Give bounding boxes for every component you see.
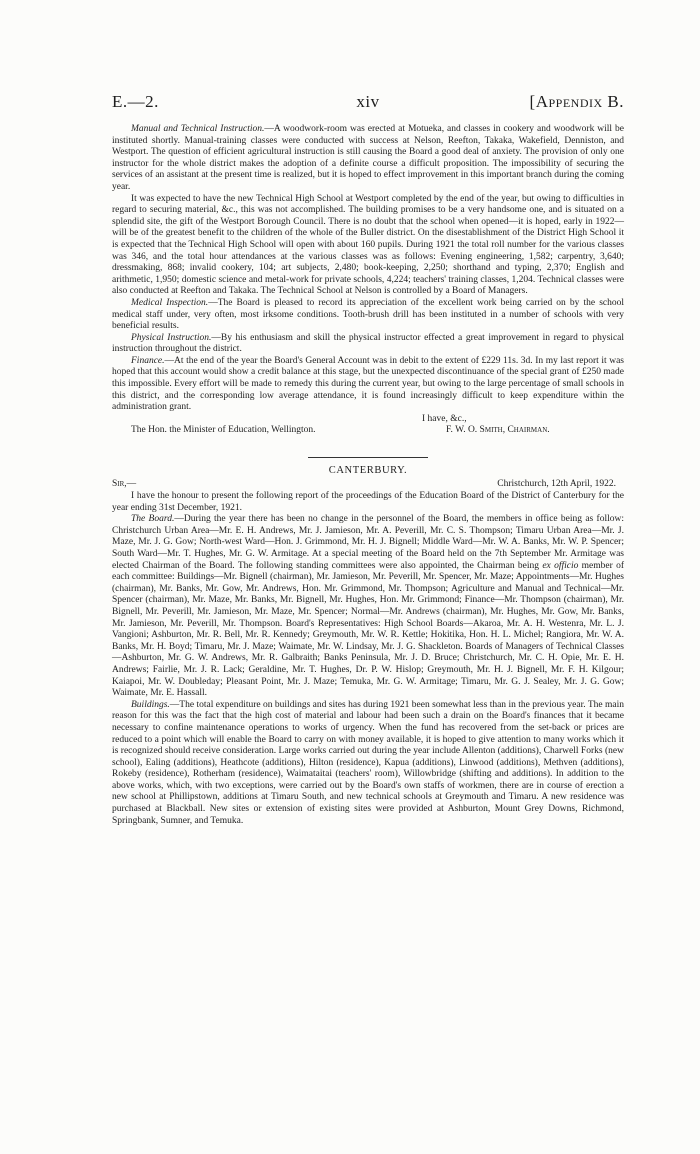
manual-instruction-paragraph: [112, 124, 624, 194]
board-heading: The Board.: [131, 514, 175, 525]
medical-inspection-text: —The Board is pleased to record its appreciation of the excellent work being carried on by the school medical staff under, very often, most irksome conditions. Tooth-brush drill has been instituted in a number of schools with very beneficial results.: [112, 297, 625, 332]
section-title: CANTERBURY.: [328, 465, 408, 477]
appendix-label: [Appendix B.: [529, 92, 624, 111]
physical-instruction-paragraph: [112, 333, 624, 356]
buildings-text: —The total expenditure on buildings and sites has during 1921 been somewhat less than in the previous year. The main reason for this was the fact that the high cost of material and labour had been such a drain on the Board's finances that it became necessary to confine maintenance operations to works of urgency. When the fund has recovered from the set-back or prices are reduced to a point which will enable the Board to carry on with money available, it is hoped to give attention to many works which it is recognized should receive consideration. Large works carried out during the year include Allenton (additions), Charwell Forks (new school), Ealing (additions), Heathcote (additions), Hilton (residence), Kapua (additions), Linwood (additions), Methven (additions), Rokeby (residence), Rotherham (residence), Waimataitai (teachers' room), Willowbridge (shifting and additions). In addition to the above works, which, with two exceptions, were carried out by the Board's own staffs of workmen, there are in course of erection a new school at Phillipstown, additions at Timaru South, and new technical schools at Greymouth and Timaru. A new residence was purchased at Blackball. New sites or extension of existing sites were provided at Ashburton, Mount Grey Downs, Richmond, Springbank, Sumner, and Temuka.: [112, 699, 624, 826]
signature-line: [112, 425, 624, 437]
signature: F. W. O. Smith, Chairman.: [446, 425, 550, 436]
finance-paragraph: [112, 356, 624, 414]
board-text-part-2: member of each committee: Buildings—Mr. Bignell (chairman), Mr. Jamieson, Mr. Peverill, Mr. Spencer, Mr. Maze; Appointments—Mr. Hughes (chairman), Mr. Banks, Mr. Gow, Mr. Andrews, Hon. Mr. Grimmond, Mr. Thompson; Agriculture and Manual and Technical—Mr. Spencer (chairman), Mr. Maze, Mr. Banks, Mr. Bignell, Mr. Hughes, Hon. Mr. Grimmond; Finance—Mr. Thompson (chairman), Mr. Bignell, Mr. Peverill, Mr. Jamieson, Mr. Maze, Mr. Spencer; Normal—Mr. Andrews (chairman), Mr. Hughes, Mr. Gow, Mr. Banks, Mr. Jamieson, Mr. Peverill, Mr. Thompson. Board's Representatives: High School Boards—Akaroa, Mr. A. H. Westenra, Mr. L. J. Vangioni; Ashburton, Mr. R. Bell, Mr. R. Kennedy; Greymouth, Mr. W. R. Kettle; Hokitika, Hon. H. L. Michel; Rangiora, Mr. W. A. Banks, Mr. H. Boyd; Timaru, Mr. J. Maze; Waimate, Mr. W. Lindsay, Mr. J. G. Shackleton. Boards of Managers of Technical Classes—Ashburton, Mr. G. W. Andrews, Mr. R. Galbraith; Banks Peninsula, Mr. J. D. Bruce; Christchurch, Mr. C. H. Opie, Mr. E. H. Andrews; Fairlie, Mr. J. R. Lack; Geraldine, Mr. T. Hughes, Dr. P. W. Hislop; Greymouth, Mr. H. J. Bignell, Mr. F. H. Kilgour; Kaiapoi, Mr. W. Doubleday; Pleasant Point, Mr. J. Maze; Temuka, Mr. G. W. Armitage; Timaru, Mr. G. J. Sealey, Mr. J. G. Gow; Waimate, Mr. E. Hassall.: [112, 560, 624, 699]
salutation: Sir,—: [112, 479, 137, 490]
finance-heading: Finance.: [131, 355, 165, 366]
technical-school-paragraph: It was expected to have the new Technical High School at Westport completed by the end of the year, but owing to difficulties in regard to securing material, &c., this was not accomplished. The building promises to be a very handsome one, and is situated on a splendid site, the gift of the Westport Borough Council. There is no doubt that the school when opened—it is hoped, early in 1922—will be of the greatest benefit to the children of the whole of the Buller district. On the disestablishment of the District High School it is expected that the Technical High School will open with about 160 pupils. During 1921 the total roll number for the various classes was 346, and the total hour attendances at the various classes was as follows: Evening engineering, 1,582; carpentry, 3,640; dressmaking, 868; invalid cookery, 104; art subjects, 2,480; book-keeping, 2,250; shorthand and typing, 2,370; English and arithmetic, 1,950; domestic science and metal-work for private schools, 4,224; teachers' training classes, 1,204. Technical classes were also conducted at Reefton and Takaka. The Technical School at Nelson is controlled by a Board of Managers.: [112, 193, 624, 297]
manual-instruction-text: —A woodwork-room was erected at Motueka, and classes in cookery and woodwork will be instituted shortly. Manual-training classes were conducted with success at Nelson, Reefton, Takaka, Wakefield, Denniston, and Westport. The question of efficient agricultural instruction is still causing the Board a good deal of anxiety. The provision of only one instructor for the whole district makes the adoption of a definite course a difficult proposition. The impossibility of securing the services of an assistant at the present time is realized, but it is hoped to effect improvement in this important branch during the coming year.: [112, 124, 625, 192]
buildings-heading: Buildings.: [131, 699, 170, 710]
buildings-paragraph: [112, 700, 624, 828]
report-body: [112, 124, 624, 827]
closing-text: I have, &c.,: [422, 413, 467, 424]
physical-instruction-heading: Physical Instruction.: [131, 332, 212, 343]
board-paragraph: [112, 514, 624, 700]
section-divider: [308, 457, 428, 458]
page-header: [112, 92, 624, 114]
letter-date: Christchurch, 12th April, 1922.: [497, 479, 616, 490]
ex-officio-term: ex officio: [542, 560, 579, 571]
report-reference: E.—2.: [112, 92, 159, 111]
medical-inspection-heading: Medical Inspection.: [131, 297, 209, 308]
medical-inspection-paragraph: [112, 298, 624, 333]
addressee: The Hon. the Minister of Education, Wellington.: [131, 425, 316, 436]
board-text-part-1: —During the year there has been no change in the personnel of the Board, the members in office being as follow: Christchurch Urban Area—Mr. E. H. Andrews, Mr. J. Jamieson, Mr. A. Peverill, Mr. C. S. Thompson; Timaru Urban Area—Mr. J. Maze, Mr. J. G. Gow; North-west Ward—Hon. J. Grimmond, Mr. H. J. Bignell; Middle Ward—Mr. W. A. Banks, Mr. W. P. Spencer; South Ward—Mr. T. Hughes, Mr. G. W. Armitage. At a special meeting of the Board held on the 7th September Mr. Armitage was elected Chairman of the Board. The following standing committees were also appointed, the Chairman being: [112, 514, 624, 571]
physical-instruction-text: —By his enthusiasm and skill the physical instructor effected a great improvement in regard to physical instruction throughout the district.: [112, 332, 625, 355]
intro-paragraph: I have the honour to present the following report of the proceedings of the Education Board of the District of Canterbury for the year ending 31st December, 1921.: [112, 491, 624, 513]
finance-text: —At the end of the year the Board's General Account was in debit to the extent of £229 11s. 3d. In my last report it was hoped that this account would show a credit balance at this stage, but the unexpected discontinuance of the special grant of £250 made this impossible. Every effort will be made to remedy this during the current year, but owing to the large percentage of small schools in this district, and the corresponding low average attendance, it is found increasingly difficult to keep expenditure within the administration grant.: [112, 355, 624, 413]
salutation-line: [112, 479, 624, 491]
closing-line: [112, 414, 624, 426]
page-number: xiv: [356, 92, 380, 111]
manual-instruction-heading: Manual and Technical Instruction.: [131, 124, 265, 134]
